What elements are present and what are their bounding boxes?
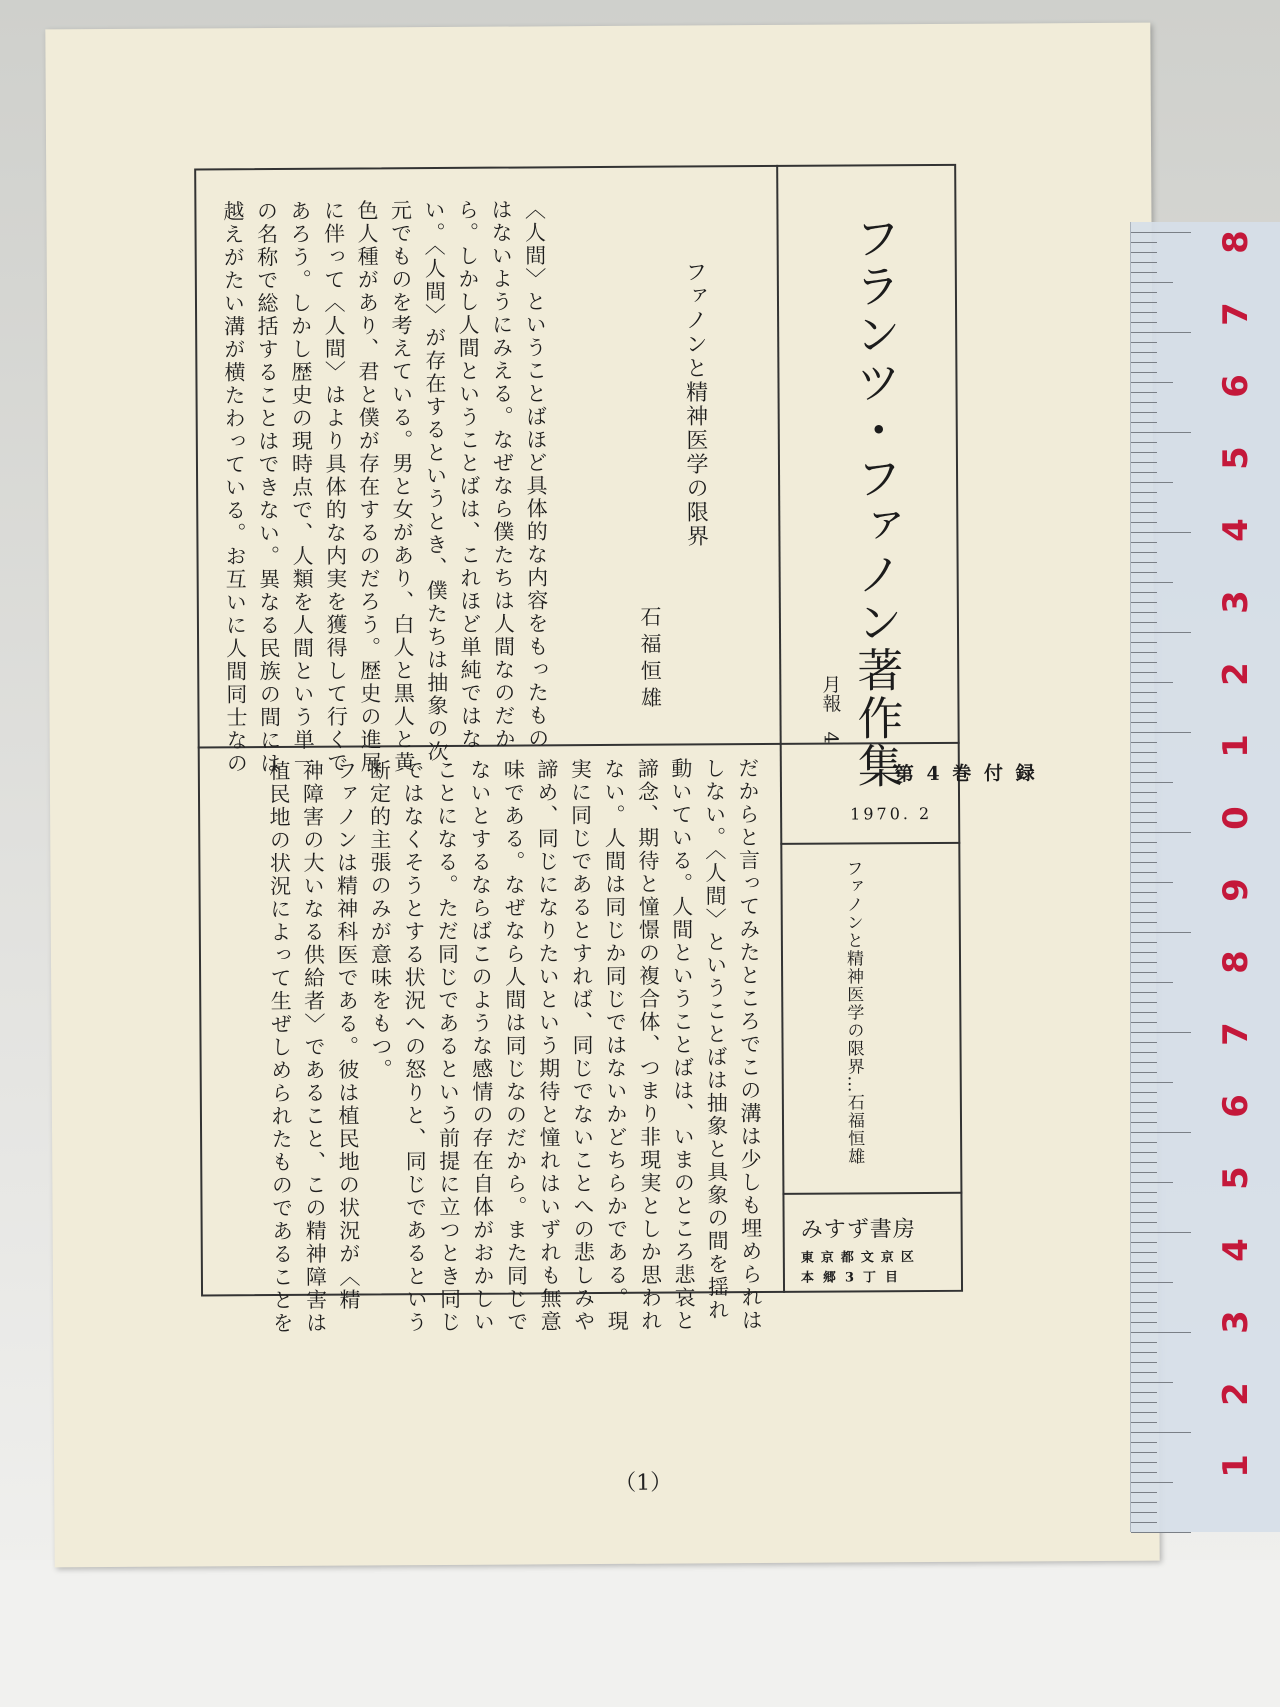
text-column: 実に同じであるとすれば、同じでないことへの悲しみや	[568, 758, 596, 1334]
ruler-tick	[1131, 612, 1157, 613]
ruler-tick	[1131, 632, 1191, 633]
ruler-tick	[1131, 312, 1157, 313]
text-column: ら。しかし人間ということばは、これほど単純ではな	[455, 198, 483, 751]
text-column: 色人種があり、君と僕が存在するのだろう。歴史の進展	[354, 199, 383, 775]
ruler-tick	[1131, 492, 1157, 493]
ruler-tick	[1131, 432, 1191, 433]
ruler-tick	[1131, 842, 1157, 843]
ruler-tick	[1131, 1472, 1157, 1473]
ruler-tick	[1131, 362, 1157, 363]
text-column: しない。〈人間〉ということばは抽象と具象の間を揺れ	[702, 757, 730, 1322]
ruler-tick	[1131, 1422, 1157, 1423]
ruler-tick	[1131, 1112, 1157, 1113]
ruler-number: 7	[1216, 1022, 1256, 1046]
ruler-tick	[1131, 1132, 1191, 1133]
ruler-number: 1	[1216, 1454, 1256, 1478]
ruler-tick	[1131, 832, 1191, 833]
ruler-tick	[1131, 1072, 1157, 1073]
ruler-tick	[1131, 702, 1157, 703]
ruler-tick	[1131, 1352, 1157, 1353]
ruler-tick	[1131, 1502, 1157, 1503]
ruler-tick	[1131, 1392, 1157, 1393]
ruler-tick	[1131, 902, 1157, 903]
ruler-number: 5	[1216, 446, 1256, 470]
ruler-tick	[1131, 1152, 1157, 1153]
ruler-tick	[1131, 372, 1157, 373]
ruler-tick	[1131, 332, 1191, 333]
ruler-tick	[1131, 1372, 1157, 1373]
ruler-tick	[1131, 1122, 1157, 1123]
ruler-tick	[1131, 452, 1157, 453]
ruler-tick	[1131, 882, 1173, 883]
text-column: 越えがたい溝が横たわっている。お互いに人間同士なの	[220, 200, 249, 776]
text-column: 〈人間〉ということばほど具体的な内容をもったもの	[522, 198, 550, 751]
ruler-tick	[1131, 792, 1157, 793]
measuring-ruler	[1130, 222, 1280, 1532]
ruler-tick	[1131, 1312, 1157, 1313]
text-column: 味である。なぜなら人間は同じなのだから。また同じで	[501, 758, 529, 1334]
ruler-tick	[1131, 952, 1157, 953]
ruler-tick	[1131, 322, 1157, 323]
ruler-tick	[1131, 992, 1157, 993]
ruler-tick	[1131, 822, 1157, 823]
ruler-number: 7	[1216, 302, 1256, 326]
ruler-tick	[1131, 662, 1157, 663]
ruler-tick	[1131, 1222, 1157, 1223]
ruler-tick	[1131, 1362, 1157, 1363]
ruler-number: 6	[1216, 1094, 1256, 1118]
ruler-tick	[1131, 402, 1157, 403]
ruler-tick	[1131, 742, 1157, 743]
text-column: はないようにみえる。なぜなら僕たちは人間なのだか	[488, 198, 517, 751]
ruler-tick	[1131, 1302, 1157, 1303]
ruler-tick	[1131, 1192, 1157, 1193]
ruler-tick	[1131, 1012, 1157, 1013]
ruler-tick	[1131, 912, 1157, 913]
text-column: だからと言ってみたところでこの溝は少しも埋められは	[735, 757, 764, 1333]
ruler-number: 1	[1216, 734, 1256, 758]
ruler-tick	[1131, 552, 1157, 553]
publisher-address-1: 東京都文京区	[800, 1250, 921, 1266]
publisher-address-2: 本郷3丁目	[800, 1270, 908, 1286]
ruler-tick	[1131, 1142, 1157, 1143]
ruler-tick	[1131, 1252, 1157, 1253]
volume-attachment-label: 第 4 巻 付 録	[894, 762, 1038, 786]
ruler-tick	[1131, 622, 1157, 623]
ruler-tick	[1131, 1102, 1157, 1103]
ruler-tick	[1131, 682, 1173, 683]
ruler-tick	[1131, 852, 1157, 853]
ruler-tick	[1131, 1322, 1157, 1323]
ruler-tick	[1131, 1482, 1173, 1483]
ruler-number: 8	[1216, 230, 1256, 254]
ruler-tick	[1131, 1332, 1191, 1333]
ruler-number: 0	[1216, 806, 1256, 830]
article-title: ファノンと精神医学の限界	[681, 260, 709, 549]
ruler-tick	[1131, 592, 1157, 593]
ruler-tick	[1131, 692, 1157, 693]
ruler-tick	[1131, 442, 1157, 443]
ruler-tick	[1131, 382, 1173, 383]
ruler-tick	[1131, 1172, 1157, 1173]
ruler-tick	[1131, 342, 1157, 343]
text-column: ないとするならばこのような感情の存在自体がおかしい	[467, 758, 496, 1334]
ruler-tick	[1131, 292, 1157, 293]
text-column: 元でものを考えている。男と女があり、白人と黒人と黄	[388, 199, 416, 775]
ruler-number: 4	[1216, 518, 1256, 542]
ruler-tick	[1131, 862, 1157, 863]
ruler-tick	[1131, 262, 1157, 263]
issue-date: 1970. 2	[850, 803, 933, 824]
ruler-tick	[1131, 522, 1157, 523]
text-column: 諦め、同じになりたいという期待と憧れはいずれも無意	[534, 758, 563, 1334]
ruler-tick	[1131, 1342, 1157, 1343]
ruler-tick	[1131, 422, 1157, 423]
ruler-tick	[1131, 542, 1157, 543]
ruler-tick	[1131, 802, 1157, 803]
ruler-tick	[1131, 302, 1157, 303]
ruler-tick	[1131, 762, 1157, 763]
ruler-tick	[1131, 1082, 1173, 1083]
ruler-tick	[1131, 1382, 1173, 1383]
text-column: い。〈人間〉が存在するというとき、僕たちは抽象の次	[421, 198, 450, 764]
text-column: 動いている。人間ということばは、いまのところ悲哀と	[668, 757, 697, 1333]
ruler-tick	[1131, 812, 1157, 813]
ruler-tick	[1131, 652, 1157, 653]
ruler-tick	[1131, 1452, 1157, 1453]
ruler-tick	[1131, 1182, 1173, 1183]
ruler-tick	[1131, 642, 1157, 643]
text-column: ではなくそうとする状況への怒りと、同じであるという	[400, 759, 429, 1335]
text-column: 神障害の大いなる供給者〉であること、この精神障害は	[300, 759, 328, 1335]
ruler-tick	[1131, 1442, 1157, 1443]
ruler-tick	[1131, 272, 1157, 273]
ruler-tick	[1131, 962, 1157, 963]
series-title: フランツ・ファノン著作集	[847, 214, 905, 791]
ruler-tick	[1131, 472, 1157, 473]
ruler-tick	[1131, 1512, 1157, 1513]
ruler-tick	[1131, 412, 1157, 413]
ruler-number: 3	[1216, 1310, 1256, 1334]
issue-label: 月報 4	[819, 674, 842, 744]
monthly-report-sheet	[45, 23, 1159, 1568]
ruler-tick	[1131, 1212, 1157, 1213]
ruler-tick	[1131, 1042, 1157, 1043]
ruler-number: 5	[1216, 1166, 1256, 1190]
ruler-number: 8	[1216, 950, 1256, 974]
ruler-tick	[1131, 1162, 1157, 1163]
ruler-tick	[1131, 462, 1157, 463]
ruler-tick	[1131, 1052, 1157, 1053]
ruler-number: 9	[1216, 878, 1256, 902]
ruler-tick	[1131, 582, 1173, 583]
text-column: あろう。しかし歴史の現時点で、人類を人間という単一	[287, 199, 316, 775]
ruler-tick	[1131, 1272, 1157, 1273]
ruler-tick	[1131, 752, 1157, 753]
ruler-tick	[1131, 482, 1173, 483]
ruler-tick	[1131, 1412, 1157, 1413]
ruler-tick	[1131, 562, 1157, 563]
publisher-name: みすず書房	[800, 1217, 916, 1243]
table-surface	[0, 1560, 1280, 1707]
page-number: （1）	[614, 1470, 673, 1496]
ruler-tick	[1131, 232, 1191, 233]
ruler-tick	[1131, 1232, 1191, 1233]
ruler-tick	[1131, 1532, 1191, 1533]
ruler-tick	[1131, 602, 1157, 603]
text-column: 断定的主張のみが意味をもつ。	[367, 759, 394, 1082]
article-author: 石福恒雄	[637, 605, 663, 714]
ruler-tick	[1131, 352, 1157, 353]
ruler-tick	[1131, 1522, 1157, 1523]
ruler-tick	[1131, 1242, 1157, 1243]
ruler-tick	[1131, 1432, 1191, 1433]
text-column: に伴って〈人間〉はより具体的な内実を獲得して行くで	[321, 199, 349, 775]
ruler-tick	[1131, 1282, 1173, 1283]
ruler-tick	[1131, 1092, 1157, 1093]
text-column: ない。人間は同じか同じではないかどちらかである。現	[601, 757, 630, 1333]
ruler-tick	[1131, 772, 1157, 773]
ruler-number: 3	[1216, 590, 1256, 614]
ruler-tick	[1131, 1032, 1191, 1033]
ruler-tick	[1131, 1402, 1157, 1403]
text-column: 植民地の状況によって生ぜしめられたものであることを	[266, 759, 295, 1336]
ruler-number: 6	[1216, 374, 1256, 398]
ruler-tick	[1131, 722, 1157, 723]
ruler-tick	[1131, 392, 1157, 393]
ruler-tick	[1131, 1062, 1157, 1063]
ruler-tick	[1131, 872, 1157, 873]
ruler-number: 2	[1216, 662, 1256, 686]
ruler-tick	[1131, 512, 1157, 513]
text-column: ことになる。ただ同じであるという前提に立つとき同じ	[434, 758, 462, 1335]
text-column: ファノンは精神科医である。彼は植民地の状況が〈精	[333, 759, 362, 1312]
ruler-tick	[1131, 502, 1157, 503]
ruler-tick	[1131, 1202, 1157, 1203]
ruler-tick	[1131, 1022, 1157, 1023]
ruler-tick	[1131, 252, 1157, 253]
ruler-tick	[1131, 922, 1157, 923]
ruler-tick	[1131, 732, 1191, 733]
ruler-tick	[1131, 892, 1157, 893]
ruler-tick	[1131, 982, 1173, 983]
ruler-tick	[1131, 712, 1157, 713]
ruler-tick	[1131, 972, 1157, 973]
ruler-tick	[1131, 1002, 1157, 1003]
text-column: の名称で総括することはできない。異なる民族の間には	[254, 199, 282, 776]
text-column: 諦念、期待と憧憬の複合体、つまり非現実としか思われ	[635, 757, 663, 1333]
ruler-tick	[1131, 1492, 1157, 1493]
ruler-tick	[1131, 532, 1191, 533]
ruler-tick	[1131, 282, 1173, 283]
ruler-tick	[1131, 782, 1173, 783]
ruler-tick	[1131, 1462, 1157, 1463]
toc-entry: ファノンと精神医学の限界…石福恒雄	[842, 859, 865, 1166]
ruler-tick	[1131, 1292, 1157, 1293]
ruler-tick	[1131, 932, 1191, 933]
ruler-tick	[1131, 572, 1157, 573]
ruler-tick	[1131, 242, 1157, 243]
ruler-tick	[1131, 1262, 1157, 1263]
ruler-tick	[1131, 942, 1157, 943]
ruler-number: 2	[1216, 1382, 1256, 1406]
ruler-number: 4	[1216, 1238, 1256, 1262]
ruler-tick	[1131, 672, 1157, 673]
